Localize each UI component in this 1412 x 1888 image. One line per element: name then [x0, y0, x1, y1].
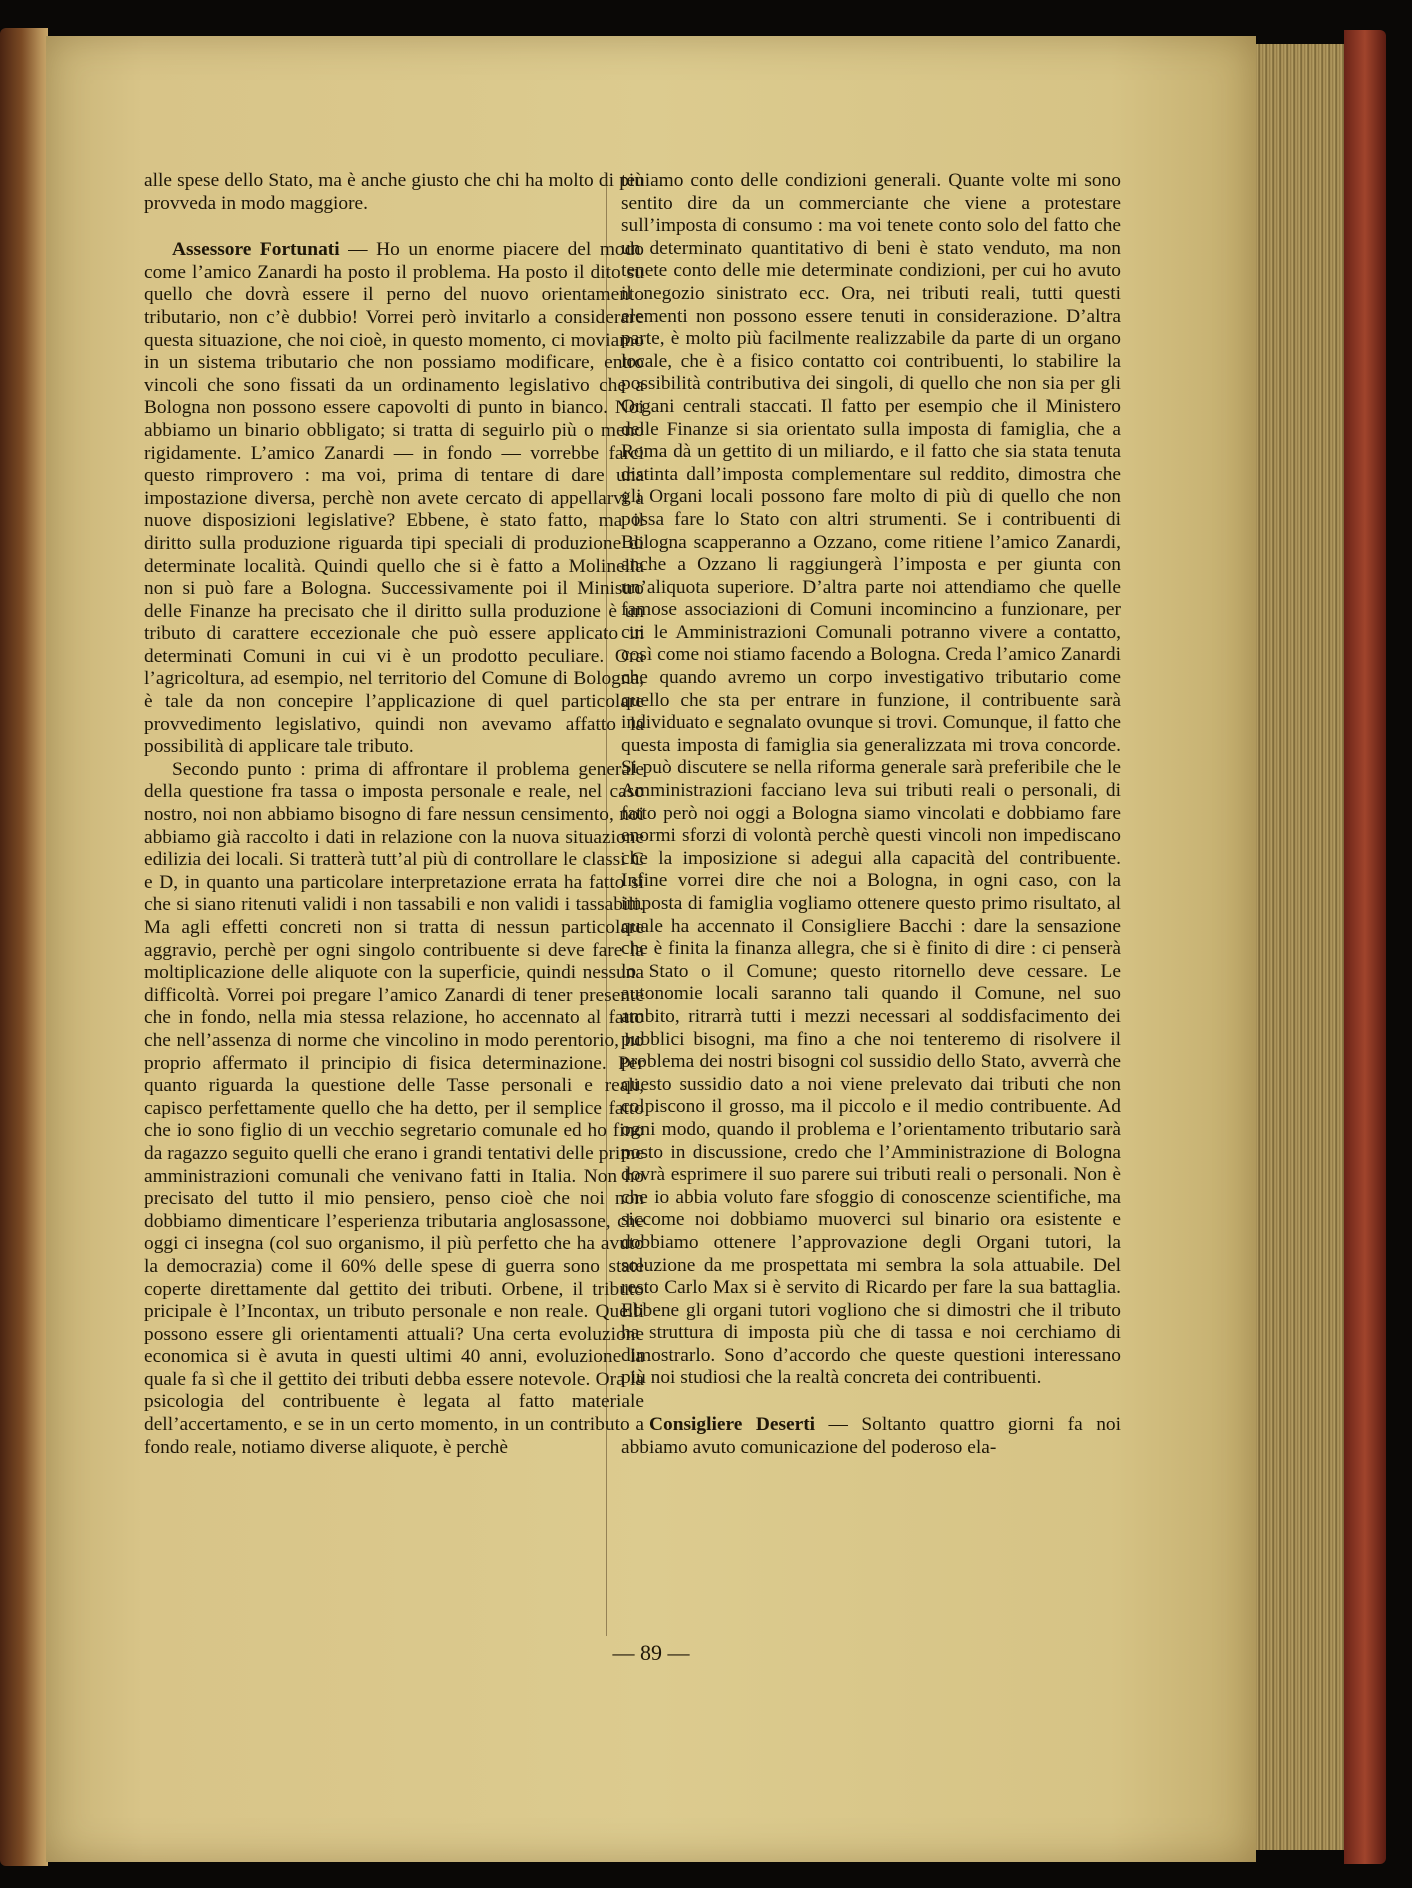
book-binding-left [0, 28, 48, 1866]
paragraph: teniamo conto delle condizioni generali. Quante volte mi sono sentito dire da un commerciante che viene a protestare sull’imposta di consumo : ma voi tenete conto solo del fatto che un determinato quantitativo di beni è stato venduto, ma non tenete conto delle mie determinate condizioni, per cui ho avuto il negozio sinistrato ecc. Ora, nei tributi reali, tutti questi elementi non possono essere tenuti in considerazione. D’altra parte, è molto più facilmente realizzabile da parte di un organo locale, che è a fisico contatto coi contribuenti, lo stabilire la possibilità contributiva dei singoli, di quello che non sia per gli Organi centrali staccati. Il fatto per esempio che il Ministero delle Finanze si sia orientato sulla imposta di famiglia, che a Roma dà un gettito di un miliardo, e il fatto che sia stata tenuta distinta dall’imposta complementare sul reddito, dimostra che gli Organi locali possono fare molto di più di quello che non possa fare lo Stato con altri strumenti. Se i contribuenti di Bologna scapperanno a Ozzano, come ritiene l’amico Zanardi, anche a Ozzano li raggiungerà l’imposta e per giunta con un’aliquota superiore. D’altra parte noi attendiamo che quelle famose associazioni di Comuni incomincino a funzionare, per cui le Amministrazioni Comunali potranno vivere a contatto, così come noi stiamo facendo a Bologna. Creda l’amico Zanardi che quando avremo un corpo investigativo tributario come quello che sta per entrare in funzione, il contribuente sarà individuato e segnalato ovunque si trovi. Comunque, il fatto che questa imposta di famiglia sia generalizzata mi trova concorde. Si può discutere se nella riforma generale sarà preferibile che le Amministrazioni facciano leva sui tributi reali o personali, di fatto però noi oggi a Bologna siamo vincolati e dobbiamo fare enormi sforzi di volontà perchè questi vincoli non impediscano che la imposizione si adegui alla capacità del contribuente. Infine vorrei dire che noi a Bologna, in ogni caso, con la imposta di famiglia vogliamo ottenere questo primo risultato, al quale ha accennato il Consigliere Bacchi : dare la sensazione che è finita la finanza allegra, che si è finito di dire : ci penserà lo Stato o il Comune; questo ritornello deve cessare. Le autonomie locali saranno tali quando il Comune, nel suo ambito, ritrarrà tutti i mezzi necessari al soddisfacimento dei pubblici bisogni, ma fino a che noi tenteremo di risolvere il problema dei nostri bisogni col sussidio dello Stato, avverrà che questo sussidio dato a noi viene prelevato dai tributi che non colpiscono il grosso, ma il piccolo e il medio contribuente. Ad ogni modo, quando il problema e l’orientamento tributario sarà posto in discussione, credo che l’Amministrazione di Bologna dovrà esprimere il suo parere sui tributi reali o personali. Non è che io abbia voluto fare sfoggio di conoscenze scientifiche, ma siccome noi dobbiamo muoverci sul binario ora esistente e dobbiamo ottenere l’approvazione degli Organi tutori, la soluzione da me prospettata mi sembra la sola attuabile. Del resto Carlo Max si è servito di Ricardo per fare la sua battaglia. Ebbene gli organi tutori vogliono che si dimostri che il tributo ha struttura di imposta più che di tassa e noi cerchiamo di dimostrarlo. Sono d’accordo che queste questioni interessano più noi studiosi che la realtà concreta dei contribuenti. [621, 170, 1121, 1389]
book-page [46, 36, 1256, 1862]
right-column [621, 170, 1121, 1459]
left-column [144, 170, 644, 1459]
speaker-text: — Ho un enorme piacere del modo come l’amico Zanardi ha posto il problema. Ha posto il dito su quello che dovrà essere il perno del nuovo orientamento tributario, non c’è dubbio! Vorrei però invitarlo a considerare questa situazione, che noi cioè, in questo momento, ci moviamo in un sistema tributario che non possiamo modificare, entro vincoli che sono fissati da un ordinamento legislativo che a Bologna non possono essere capovolti di punto in bianco. Noi abbiamo un binario obbligato; si tratta di seguirlo più o meno rigidamente. L’amico Zanardi — in fondo — vorrebbe farci questo rimprovero : ma voi, prima di tentare di dare una impostazione diversa, perchè non avete cercato di appellarvi a nuove disposizioni legislative? Ebbene, è stato fatto, ma il diritto sulla produzione riguarda tipi speciali di produzione di determinate località. Quindi quello che si è fatto a Molinella non si può fare a Bologna. Successivamente poi il Ministro delle Finanze ha precisato che il diritto sulla produzione è un tributo di carattere eccezionale che può essere applicato in determinati Comuni in cui vi è un prodotto peculiare. Ora l’agricoltura, ad esempio, nel territorio del Comune di Bologna, è tale da non concepire l’applicazione di quel particolare provvedimento legislativo, quindi non avevamo affatto la possibilità di applicare tale tributo. [144, 239, 644, 758]
book-cover-right [1344, 30, 1386, 1864]
paragraph: alle spese dello Stato, ma è anche giusto che chi ha molto di più provveda in modo maggiore. [144, 170, 644, 214]
speaker-name: Assessore Fortunati [172, 239, 340, 261]
page-number: — 89 — [612, 1640, 690, 1665]
speaker-name: Consigliere Deserti [649, 1414, 816, 1436]
paragraph: Secondo punto : prima di affrontare il problema generale della questione fra tassa o imposta personale e reale, nel caso nostro, noi non abbiamo bisogno di fare nessun censimento, noi abbiamo già raccolto i dati in relazione con la nuova situazione edilizia dei locali. Si tratterà tutt’al più di controllare le classi C e D, in quanto una particolare interpretazione errata ha fatto sì che si siano ritenuti validi i non tassabili e non validi i tassabili. Ma agli effetti concreti non si tratta di nessun particolare aggravio, perchè per ogni singolo contribuente si deve fare la moltiplicazione delle aliquote con la superficie, quindi nessuna difficoltà. Vorrei poi pregare l’amico Zanardi di tener presente che in fondo, nella mia stessa relazione, ho accennato al fatto che nell’assenza di norme che vincolino in modo perentorio, ho proprio affermato il principio di fisica determinazione. Per quanto riguarda la questione delle Tasse personali e reali, capisco perfettamente quello che ha detto, per il semplice fatto che io sono figlio di un vecchio segretario comunale ed ho fino da ragazzo seguito quelli che erano i grandi tentativi delle prime amministrazioni comunali che venivano fatti in Italia. Non ho precisato del tutto il mio pensiero, penso cioè che noi non dobbiamo dimenticare l’esperienza tributaria anglosassone, che oggi ci insegna (col suo organismo, il più perfetto che ha avuto la democrazia) come il 60% delle spese di guerra sono state coperte direttamente dal gettito dei tributi. Orbene, il tributo pricipale è l’Incontax, un tributo personale e non reale. Quelli possono essere gli orientamenti attuali? Una certa evoluzione economica si è avuta in questi ultimi 40 anni, evoluzione la quale fa sì che il gettito dei tributi debba essere notevole. Ora la psicologia del contribuente è legata al fatto materiale dell’accertamento, e se in un certo momento, in un contributo a fondo reale, notiamo diverse aliquote, è perchè [144, 758, 644, 1458]
speaker-text: — Soltanto quattro giorni fa noi abbiamo avuto comunicazione del poderoso ela- [621, 1414, 1121, 1458]
column-divider [606, 174, 607, 1636]
speaker-paragraph [144, 239, 644, 759]
page-edges-right [1252, 44, 1344, 1850]
speaker-paragraph [621, 1414, 1121, 1459]
